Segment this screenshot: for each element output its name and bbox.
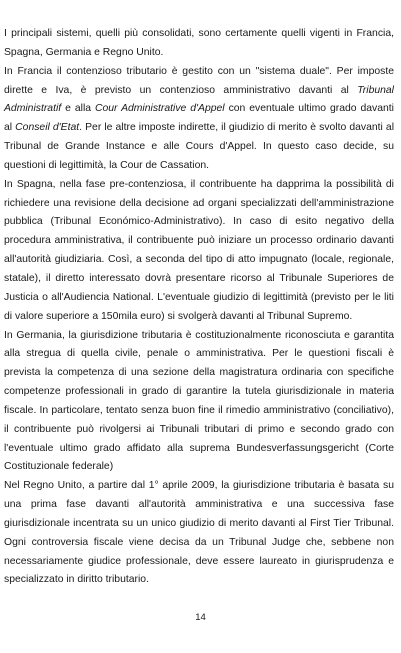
italic-text: Cour Administrative d'Appel: [94, 103, 225, 115]
text-run: con eventuale ultimo grado davanti al: [4, 103, 394, 134]
text-run: I principali sistemi, quelli più consolidati, sono certamente quelli vigenti in Francia, Spagna, Germania e Regno Unito.: [4, 28, 394, 58]
paragraph: [4, 477, 394, 590]
paragraph: [4, 176, 394, 327]
text-run: In Spagna, nella fase pre-contenziosa, il contribuente ha dapprima la possibilità di richiedere una revisione della decisione ad organi specializzati dell'amministrazione pubblica (Tribunal Económico-Administrativo). In caso di esito negativo della procedura amministrativa, il contribuente può iniziare un processo ordinario davanti all'autorità giudiziaria. Così, a seconda del tipo di atto impugnato (locale, regionale, statale), il diretto interessato dovrà presentare ricorso al Tribunale Superiores de Justicia o all'Audiencia National. L'eventuale giudizio di legittimità (previsto per le liti di valore superiore a 150mila euro) si svolgerà davanti al Tribunal Supremo.: [4, 178, 394, 322]
text-run: In Francia il contenzioso tributario è gestito con un "sistema duale". Per imposte dirette e Iva, è previsto un contenzioso amministrativo davanti al: [4, 65, 394, 96]
document-body: [4, 25, 394, 590]
italic-text: Conseil d'Etat: [15, 122, 80, 134]
text-run: In Germania, la giurisdizione tributaria è costituzionalmente riconosciuta e garantita alla stregua di quella civile, penale o amministrativa. Per le questioni fiscali è prevista la competenza di una sezione della magistratura ordinaria con specifiche competenze professionali in grado di garantire la tutela giurisdizionale in materia fiscale. In particolare, tentato senza buon fine il rimedio amministrativo (conciliativo), il contribuente può rivolgersi ai Tribunali tributari di primo e secondo grado con l'eventuale ultimo grado affidato alla suprema Bundesverfassungsgericht (Corte Costituzionale federale): [4, 329, 394, 473]
paragraph: [4, 327, 394, 478]
text-run: e alla: [61, 103, 95, 115]
paragraph: [4, 63, 394, 176]
text-run: . Per le altre imposte indirette, il giudizio di merito è svolto davanti al Tribunal de Grande Instance e alle Cours d'Appel. In questo caso decide, su questioni di legittimità, la Cour de Cassation.: [4, 122, 394, 171]
text-run: Nel Regno Unito, a partire dal 1° aprile 2009, la giurisdizione tributaria è basata su una prima fase davanti all'autorità amministrativa e una successiva fase giurisdizionale incentrata su un unico giudizio di merito davanti al First Tier Tribunal. Ogni controversia fiscale viene decisa da un Tribunal Judge che, sebbene non necessariamente giudice professionale, deve essere laureato in giurisprudenza e specializzato in diritto tributario.: [4, 480, 394, 586]
page-number: 14: [195, 612, 206, 623]
italic-text: Tribunal Administratif: [4, 84, 394, 115]
paragraph: [4, 25, 394, 63]
